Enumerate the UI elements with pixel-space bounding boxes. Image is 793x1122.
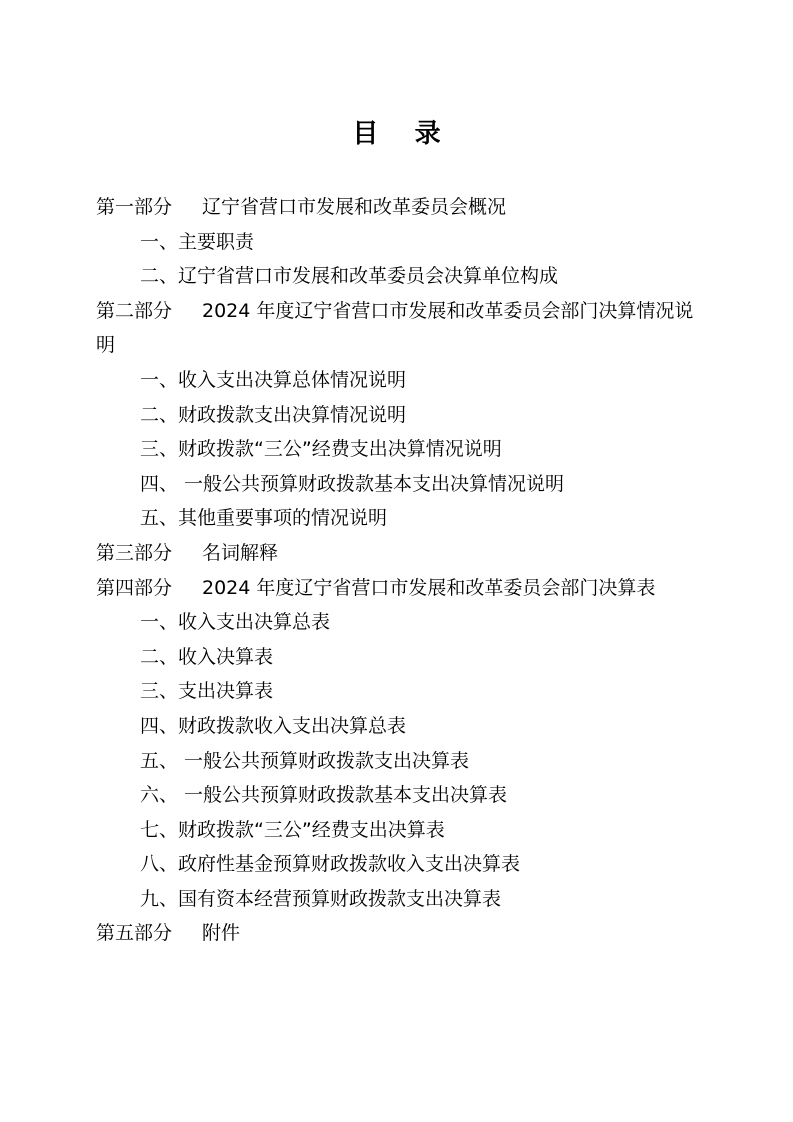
part-title: 名词解释: [202, 541, 279, 564]
item-marker: 六、: [140, 784, 179, 807]
toc-item: [96, 882, 706, 917]
toc-item: [96, 674, 706, 709]
toc-item: [96, 501, 706, 536]
part-title: 2024 年度辽宁省营口市发展和改革委员会部门决算情况说明: [96, 299, 694, 357]
item-title: 收入支出决算总表: [178, 611, 331, 634]
toc-item: [96, 432, 706, 467]
toc-part-2: [96, 294, 706, 363]
item-title: 辽宁省营口市发展和改革委员会决算单位构成: [178, 265, 559, 288]
toc-part-5: [96, 916, 706, 951]
toc-part-4: [96, 571, 706, 606]
toc-item: [96, 744, 706, 779]
part-number: 第四部分: [96, 576, 173, 599]
part-title: 附件: [202, 922, 241, 945]
part-title: 辽宁省营口市发展和改革委员会概况: [202, 196, 507, 218]
item-title: 收入决算表: [178, 645, 274, 668]
item-title: 财政拨款支出决算情况说明: [178, 403, 407, 426]
item-marker: 五、: [140, 507, 179, 530]
item-title: 一般公共预算财政拨款支出决算表: [184, 749, 470, 772]
toc-item: [96, 847, 706, 882]
item-marker: 四、: [140, 714, 179, 737]
part-number: 第五部分: [96, 922, 173, 945]
item-marker: 四、: [140, 472, 179, 495]
item-marker: 一、: [140, 368, 179, 391]
toc-item: [96, 467, 706, 502]
item-title: 政府性基金预算财政拨款收入支出决算表: [178, 853, 521, 876]
table-of-contents: [96, 190, 706, 951]
item-marker: 九、: [140, 887, 179, 910]
item-title: 支出决算表: [178, 680, 274, 703]
part-number: 第三部分: [96, 541, 173, 564]
item-marker: 五、: [140, 749, 179, 772]
item-title: 一般公共预算财政拨款基本支出决算表: [184, 784, 508, 807]
toc-item: [96, 778, 706, 813]
item-title: 主要职责: [178, 230, 255, 253]
item-marker: 七、: [140, 818, 179, 841]
toc-item: [96, 398, 706, 433]
item-marker: 二、: [140, 645, 179, 668]
item-marker: 八、: [140, 853, 179, 876]
item-marker: 一、: [140, 230, 179, 253]
item-title: 其他重要事项的情况说明: [178, 507, 388, 530]
toc-item: [96, 259, 706, 294]
part-number: 第二部分: [96, 299, 173, 322]
toc-item: [96, 640, 706, 675]
item-marker: 三、: [140, 438, 179, 461]
part-title: 2024 年度辽宁省营口市发展和改革委员会部门决算表: [202, 576, 656, 599]
item-title: 收入支出决算总体情况说明: [178, 368, 407, 391]
item-marker: 一、: [140, 611, 179, 634]
item-marker: 三、: [140, 680, 179, 703]
item-title: 国有资本经营预算财政拨款支出决算表: [178, 887, 502, 910]
toc-item: [96, 363, 706, 398]
item-marker: 二、: [140, 265, 179, 288]
item-title: 财政拨款收入支出决算总表: [178, 714, 407, 737]
toc-item: [96, 709, 706, 744]
item-title: 一般公共预算财政拨款基本支出决算情况说明: [184, 472, 565, 495]
part-number: 第一部分: [96, 196, 173, 218]
item-marker: 二、: [140, 403, 179, 426]
page-title: 目 录: [352, 119, 441, 149]
toc-part-3: [96, 536, 706, 571]
toc-item: [96, 605, 706, 640]
item-title: 财政拨款“三公”经费支出决算表: [178, 818, 445, 841]
toc-item: [96, 225, 706, 260]
item-title: 财政拨款“三公”经费支出决算情况说明: [178, 438, 502, 461]
toc-item: [96, 813, 706, 848]
toc-part-1: [96, 190, 706, 225]
